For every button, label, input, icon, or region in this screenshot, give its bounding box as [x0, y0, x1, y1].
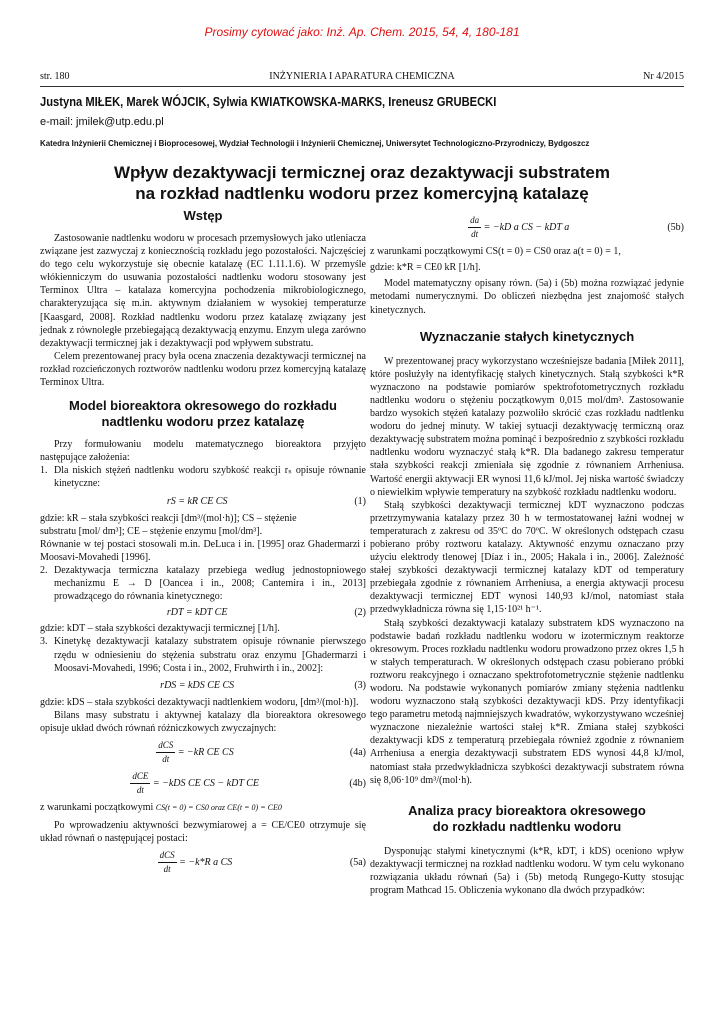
initial-conditions-eq: CS(t = 0) = CS0 oraz CE(t = 0) = CE0 — [155, 803, 282, 813]
equation-body — [40, 739, 350, 766]
list-text: Dla niskich stężeń nadtlenku wodoru szybkość reakcji rₛ opisuje równanie kinetyczne: — [54, 465, 366, 490]
denominator: dt — [163, 863, 171, 874]
fraction — [130, 770, 150, 797]
paragraph: Przy formułowaniu modelu matematycznego bioreaktora przyjęto następujące założenia: — [40, 439, 366, 464]
fraction — [156, 739, 175, 766]
list-item — [40, 464, 366, 490]
initial-conditions — [40, 801, 366, 814]
equation-4b — [40, 770, 366, 797]
section-heading-wstep: Wstęp — [183, 208, 223, 223]
equation-body — [40, 770, 349, 797]
equation-where: gdzie: kDS – stała szybkości dezaktywacji nadtlenkiem wodoru, [dm³/(mol·h)]. — [40, 696, 359, 708]
numerator: dCS — [156, 739, 175, 753]
heading-line: Analiza pracy bioreaktora okresowego — [408, 802, 646, 818]
equation-number: (5b) — [667, 222, 684, 234]
equation-number: (5a) — [349, 856, 366, 868]
equation-4a — [40, 739, 366, 766]
list-number: 1. — [40, 465, 48, 477]
equation-body: rDS = kDS CE CS — [160, 679, 235, 691]
text: z warunkami początkowymi — [40, 802, 154, 814]
email[interactable]: e-mail: jmilek@utp.edu.pl — [40, 116, 164, 128]
left-column — [40, 208, 366, 880]
denominator: dt — [136, 785, 144, 796]
header-page: str. 180 — [40, 71, 70, 82]
equation-number: (2) — [354, 607, 366, 619]
paragraph: Stałą szybkości dezaktywacji katalazy substratem kDS wyznaczono na podstawie badań rozkładu nadtlenku wodoru w izotermicznym reaktorze okresowym. Proces rozkładu nadtlenku wodoru prowadzono przez okres 1,5 h w stałych temperaturach. W określonych odstępach czasu pobierano próbki roztworu reakcyjnego i oznaczano spektrofotometrycznie stężenie nadtlenku wodoru. Na podstawie wykonanych pomiarów zmiany stężenia nadtlenku wodoru wyznaczono stałą szybkości dezaktywacji kDS. Przy identyfikacji tego parametru metodą najmniejszych kwadratów, wykorzystywano wcześniej wyznaczone niezależnie wartości stałej k*R. Zmiana stałej szybkości dezaktywacji kDS z temperaturą przebiegała również zgodnie z równaniem Arrheniusa a energia dezaktywacji substratem EDS wynosi 44,8 kJ/mol, natomiast stała przedwykładnicza szybkości dezaktywacji substratem równa się 8,06·10⁹ dm³/(mol·h). — [370, 617, 684, 786]
denominator: dt — [471, 229, 479, 240]
heading-line: do rozkładu nadtlenku wodoru — [432, 818, 622, 834]
equation-body — [370, 214, 667, 241]
header-issue: Nr 4/2015 — [643, 71, 684, 82]
equation-1 — [40, 495, 366, 508]
equation-2 — [40, 606, 366, 619]
equation-rhs: = −k*R a CS — [179, 856, 233, 868]
section-heading-wyznaczanie: Wyznaczanie stałych kinetycznych — [419, 328, 635, 344]
numerator: dCS — [158, 849, 177, 863]
right-column — [370, 214, 684, 897]
equation-5b — [370, 214, 684, 241]
title-line-1: Wpływ dezaktywacji termicznej oraz dezaktywacji substratem — [113, 163, 610, 182]
list-item — [40, 564, 366, 603]
equation-body: rS = kR CE CS — [166, 495, 228, 507]
equation-where: gdzie: k*R = CE0 kR [1/h]. — [370, 262, 481, 274]
paragraph: Celem prezentowanej pracy była ocena znaczenia dezaktywacji termicznej na rozkład rozcieńczonych roztworów nadtlenku wodoru przez komercyjną katalazę Terminox Ultra. — [40, 350, 366, 389]
list-number: 2. — [40, 564, 48, 576]
equation-5a — [40, 849, 366, 876]
citation-note: Prosimy cytować jako: Inż. Ap. Chem. 2015, 54, 4, 180-181 — [204, 25, 520, 39]
paragraph: Model matematyczny opisany równ. (5a) i (5b) można rozwiązać jedynie metodami numerycznymi. Do obliczeń niezbędna jest znajomość stałych kinetycznych. — [370, 278, 684, 316]
fraction — [158, 849, 177, 876]
paragraph: Dysponując stałymi kinetycznymi (k*R, kDT, i kDS) oceniono wpływ dezaktywacji termicznej na rozkład nadtlenku wodoru. W tym celu wykonano rozwiązania układu równań (5a) i (5b) metodą Rungego-Kutty stosując program Mathcad 15. Obliczenia wykonano dla dwóch przypadków: — [370, 845, 684, 897]
paragraph: Stałą szybkości dezaktywacji termicznej kDT wyznaczono podczas przetrzymywania katalazy przez 30 h w termostatowanej łaźni wodnej w temperaturach z zakresu od 35ºC do 70ºC. W określonych odstępach czasu pobierano próby roztworu katalazy. Aktywność enzymu oznaczano przy użyciu elektrody tlenowej [Díaz i in., 2005; Hakala i in., 2006]. Zależność stałej szybkości dezaktywacji termicznej katalazy kDT od temperatury przebiegała zgodnie z równaniem Arrheniusa, a energia aktywacji procesu dezaktywacji termicznej EDT wynosi 140,93 kJ/mol, natomiast stała przedwykładnicza równa się 1,15·10²¹ h⁻¹. — [370, 499, 684, 616]
equation-3 — [40, 679, 366, 692]
authors: Justyna MIŁEK, Marek WÓJCIK, Sylwia KWIATKOWSKA-MARKS, Ireneusz GRUBECKI — [40, 94, 497, 109]
paragraph: Bilans masy substratu i aktywnej katalazy dla bioreaktora okresowego opisuje układ dwóch równań różniczkowych zwyczajnych: — [40, 709, 366, 734]
equation-number: (3) — [354, 679, 366, 691]
denominator: dt — [162, 754, 170, 765]
equation-where: substratu [mol/ dm³]; CE – stężenie enzymu [mol/dm³]. — [40, 525, 263, 537]
equation-where: gdzie: kR – stała szybkości reakcji [dm³/(mol·h)]; CS – stężenie — [40, 512, 297, 524]
section-heading-analiza — [370, 803, 684, 835]
equation-body — [40, 849, 350, 876]
paragraph: Zastosowanie nadtlenku wodoru w procesach przemysłowych jako utleniacza związane jest zazwyczaj z koniecznością rozkładu jego pozostałości. Najczęściej do tego celu wykorzystuje się obecnie katalazę (EC 1.11.1.6). W przemyśle włókienniczym do usuwania pozostałości nadtlenku wodoru stosowany jest Terminox Ultra – katalaza komercyjna pochodzenia mikrobiologicznego, charakteryzująca się m.in. aktywnym działaniem w wysokiej temperaturze [Kaasgard, 2008]. Rozkład nadtlenku wodoru przez katalazę związany jest jednak z równoległe przebiegającą dezaktywacją enzymu. Enzym ulega zarówno dezaktywacji termicznej jak i dezaktywacji pod wpływem substratu. — [40, 233, 366, 349]
heading-line: nadtlenku wodoru przez katalazę — [101, 414, 305, 430]
equation-where: gdzie: kDT – stała szybkości dezaktywacji termicznej [1/h]. — [40, 623, 280, 635]
section-heading-model — [40, 398, 366, 430]
paragraph: Równanie w tej postaci stosowali m.in. DeLuca i in. [1995] oraz Ghadermarzi i Moosavi-Movahedi [1996]. — [40, 538, 366, 563]
paragraph: W prezentowanej pracy wykorzystano wcześniejsze badania [Miłek 2011], które posłużyły na identyfikację stałych kinetycznych. Stałą szybkości k*R wyznaczono na podstawie pomiarów spektrofotometrycznych rozkładu nadtlenku wodoru o stężeniu początkowym 0,015 mol/dm³. Zastosowanie bardzo wysokich stężeń katalazy pozwoliło skrócić czas rozkładu nadtlenku wodoru do jednej minuty. W takiej sytuacji dezaktywację termiczną oraz dezaktywację substratem można pominąć i bezpośrednio z szybkości rozkładu nadtlenku wodoru wyznaczyć stałą k*R. Dla badanego zakresu temperatur stała szybkości reakcji zmieniała się zgodnie z równaniem Arrheniusa. Wartość energii aktywacji ER wynosi 11,6 kJ/mol. Jej niska wartość świadczy o niewielkim wpływie temperatury na szybkość rozkładu nadtlenku wodoru. — [370, 355, 684, 498]
header-rule — [40, 86, 684, 87]
list-text: Kinetykę dezaktywacji katalazy substratem opisuje równanie pierwszego rzędu w odniesieniu do stężenia substratu oraz enzymu [Ghadermarzi i Moosavi-Movahedi, 1996; Costa i in., 2002, Fruhwirth i in., 2002]: — [54, 636, 366, 674]
paper-title — [40, 162, 684, 204]
equation-number: (4b) — [349, 778, 366, 790]
list-number: 3. — [40, 636, 48, 648]
equation-rhs: = −kDS CE CS − kDT CE — [152, 778, 259, 790]
numerator: da — [468, 214, 481, 228]
equation-rhs: = −kR CE CS — [177, 746, 234, 758]
equation-rhs: = −kD a CS − kDT a — [483, 221, 570, 233]
equation-number: (1) — [354, 495, 366, 507]
list-item — [40, 635, 366, 674]
title-line-2: na rozkład nadtlenku wodoru przez komercyjną katalazę — [135, 184, 589, 203]
header-journal: INŻYNIERIA I APARATURA CHEMICZNA — [269, 71, 455, 82]
numerator: dCE — [130, 770, 150, 784]
heading-line: Model bioreaktora okresowego do rozkładu — [69, 398, 337, 414]
initial-conditions: z warunkami początkowymi CS(t = 0) = CS0 oraz a(t = 0) = 1, — [370, 246, 621, 258]
list-text: Dezaktywacja termiczna katalazy przebiega według jednostopniowego mechanizmu E → D [Oancea i in., 2008; Cantemira i in., 2013] prowadzącego do równania kinetycznego: — [54, 564, 366, 603]
fraction — [468, 214, 481, 241]
equation-body: rDT = kDT CE — [166, 607, 228, 619]
affiliation: Katedra Inżynierii Chemicznej i Bioprocesowej, Wydział Technologii i Inżynierii Chemicznej, Uniwersytet Technologiczno-Przyrodniczy, Bydgoszcz — [40, 138, 590, 148]
paragraph: Po wprowadzeniu aktywności bezwymiarowej a = CE/CE0 otrzymuje się układ równań o następującej postaci: — [40, 819, 366, 844]
equation-number: (4a) — [349, 747, 366, 759]
